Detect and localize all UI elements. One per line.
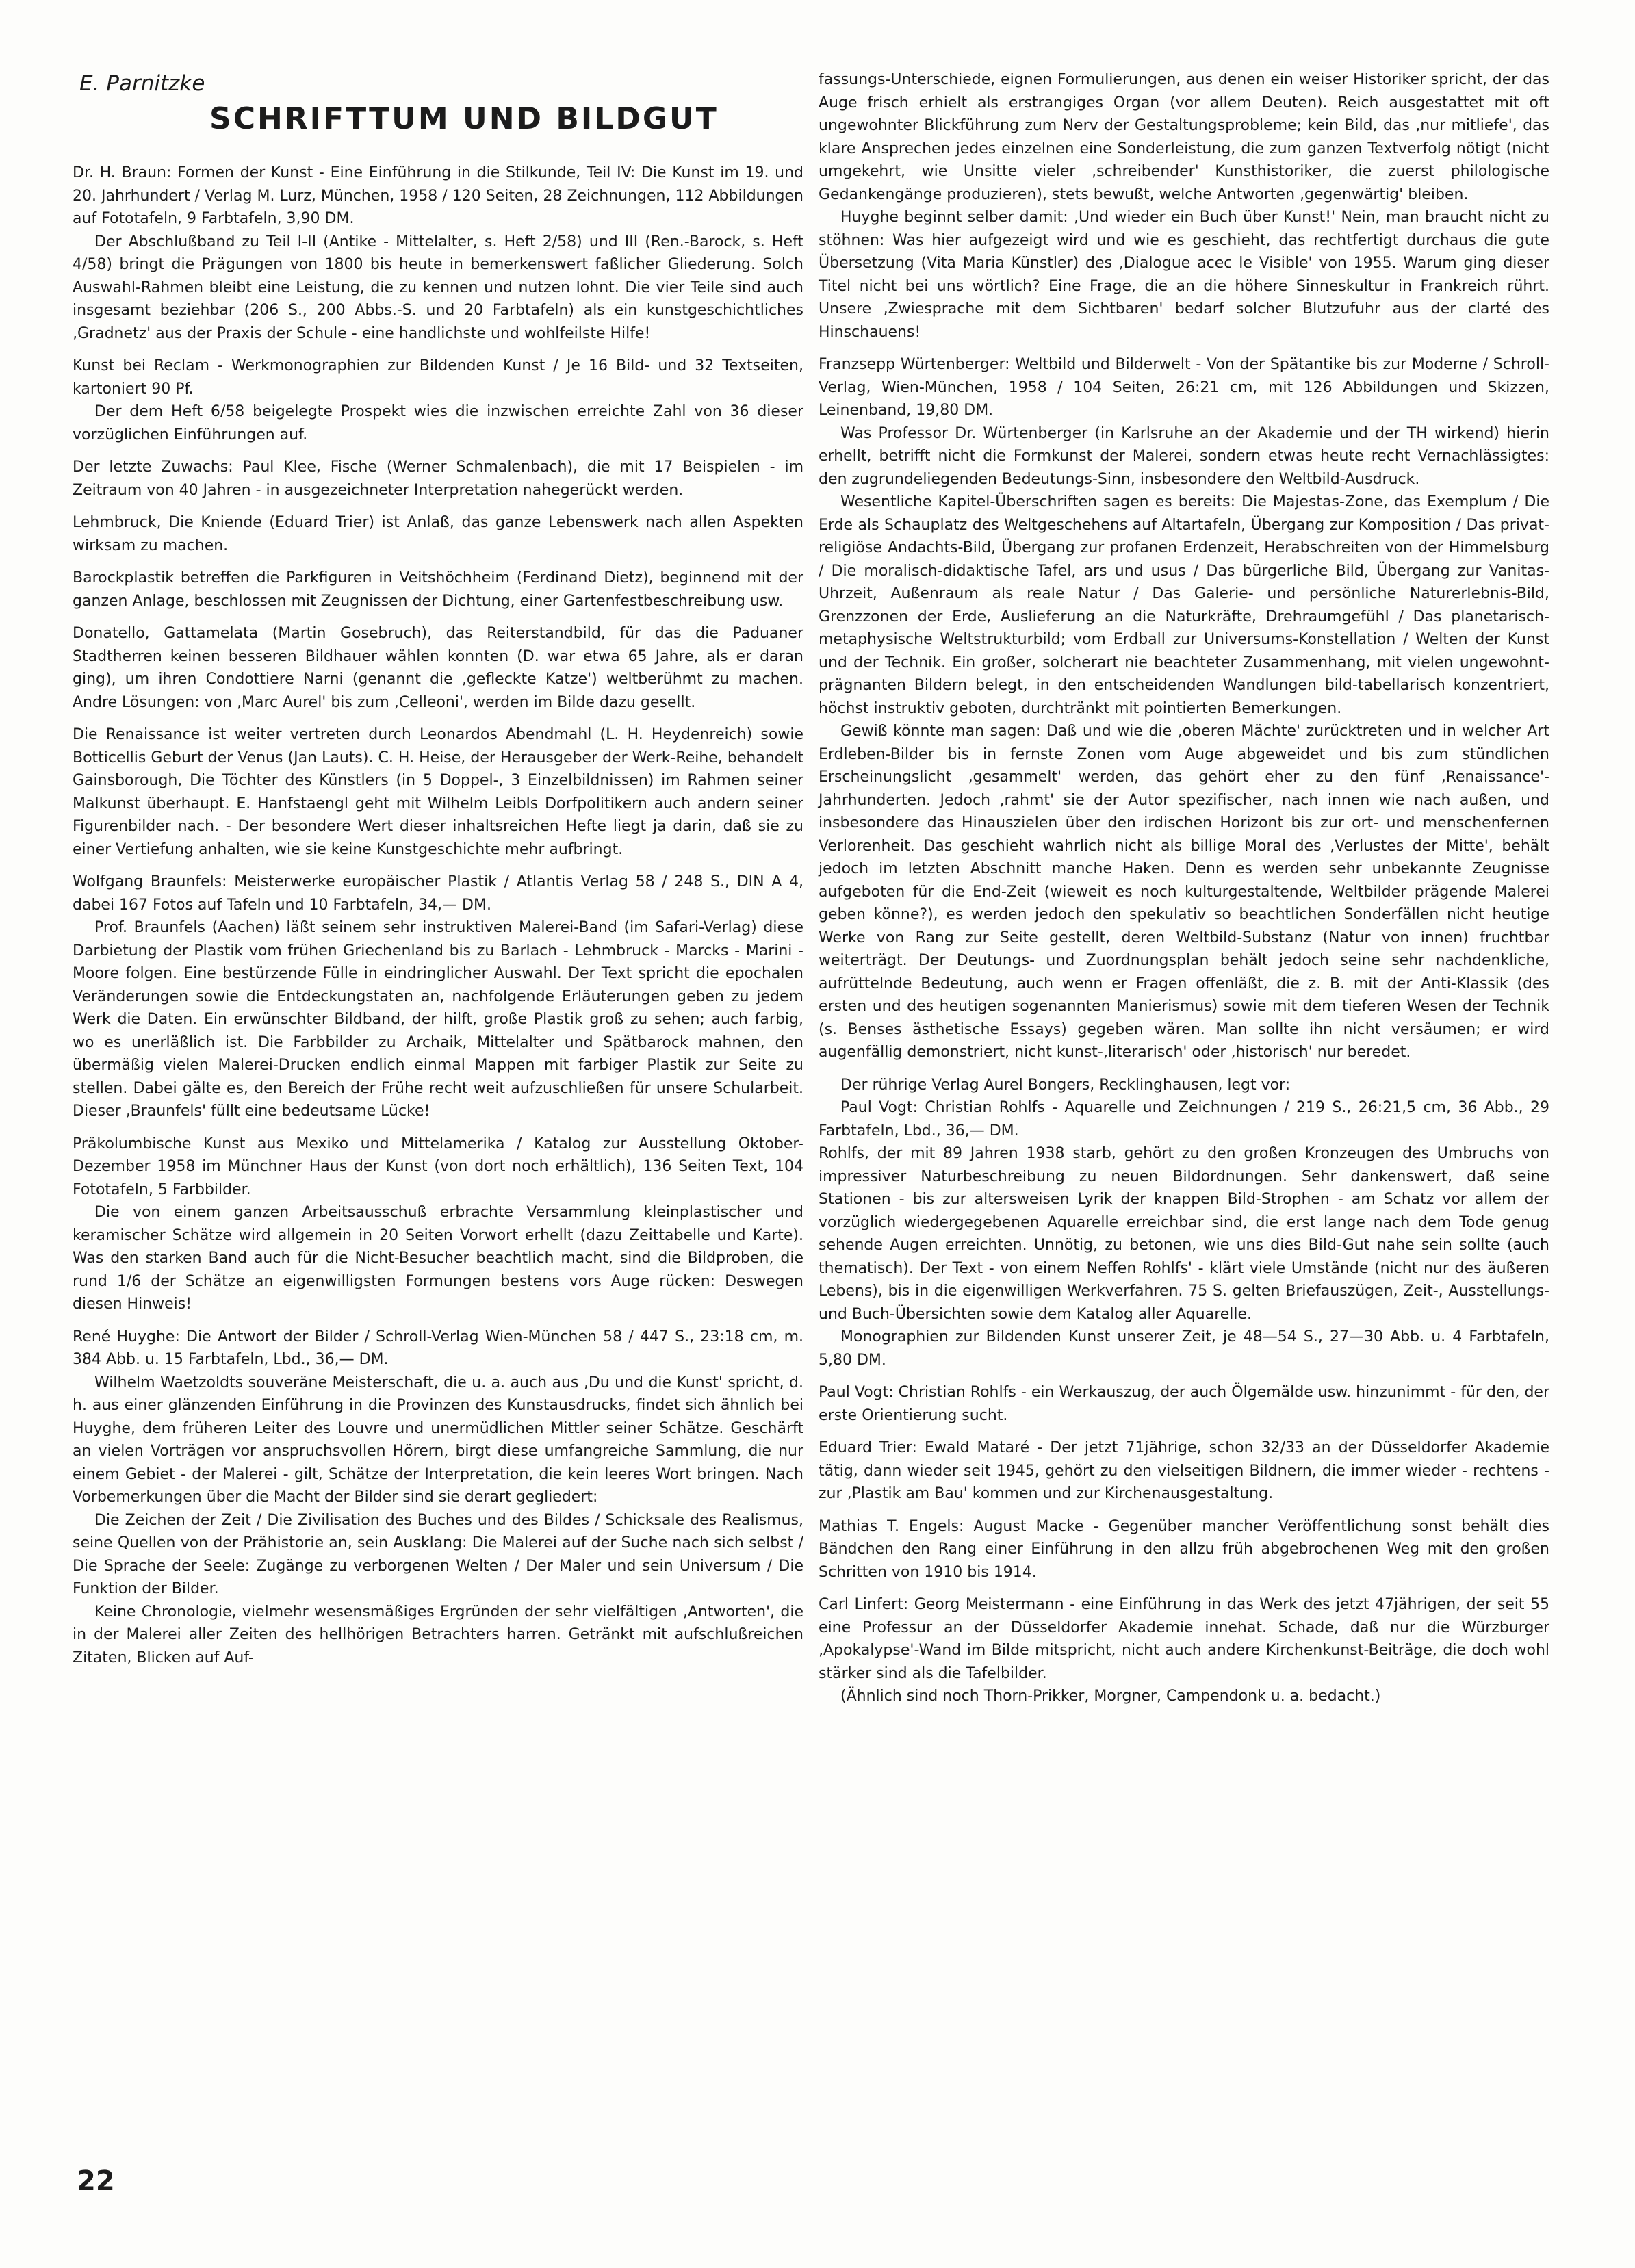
paragraph: Donatello, Gattamelata (Martin Gosebruch), das Reiterstandbild, für das die Paduaner Stadtherren keinen besseren Bildhauer wählen konnten (D. war etwa 65 Jahre, als er daran ging), um ihren Condottiere Narni (genannt die ‚gefleckte Katze') weltberühmt zu machen. Andre Lösungen: von ‚Marc Aurel' bis zum ‚Celleoni', werden im Bilde dazu gesellt. xyxy=(73,625,803,711)
right-column xyxy=(819,68,1549,1708)
paragraph: Wesentliche Kapitel-Überschriften sagen es bereits: Die Majestas-Zone, das Exemplum / Die Erde als Schauplatz des Weltgeschehens auf Altartafeln, Übergang zur Komposition / Das privat-religiöse Andachts-Bild, Übergang zur profanen Erdenzeit, Herabschreiten von der Himmelsburg / Die moralisch-didaktische Tafel, ars und usus / Das bürgerliche Bild, Übergang zur Vanitas-Uhrzeit, Außenraum als reale Natur / Das Galerie- und persönliche Naturerlebnis-Bild, Grenzzonen der Erde, Auslieferung an die Naturkräfte, Drehraumgefühl / Das planetarisch-metaphysische Weltstrukturbild; vom Erdball zur Universums-Konstellation / Welten der Kunst und der Technik. Ein großer, solcherart nie beachteter Zusammenhang, mit vielen ungewohnt-prägnanten Bildern belegt, in den entscheidenden Wandlungen bild-tabellarisch konzentriert, höchst instruktiv geboten, durchtränkt mit pointierten Bemerkungen. xyxy=(819,493,1549,717)
paragraph: Prof. Braunfels (Aachen) läßt seinem sehr instruktiven Malerei-Band (im Safari-Verlag) diese Darbietung der Plastik vom frühen Griechenland bis zu Barlach - Lehmbruck - Marcks - Marini - Moore folgen. Eine bestürzende Fülle in eindringlicher Auswahl. Der Text spricht die epochalen Veränderungen sowie die Entdeckungstaten an, nachfolgende Erläuterungen geben zu jedem Werk die Daten. Ein erwünschter Bildband, der hilft, große Plastik groß zu sehen; auch farbig, wo es unerläßlich ist. Die Farbbilder zu Archaik, Mittelalter und Spätbarock mahnen, den übermäßig vielen Malerei-Drucken endlich einmal Mappen mit farbiger Plastik zur Seite zu stellen. Dabei gälte es, den Bereich der Frühe recht weit aufzuschließen für unsere Schularbeit. Dieser ‚Braunfels' füllt eine bedeutsame Lücke! xyxy=(73,919,803,1120)
paragraph: fassungs-Unterschiede, eignen Formulierungen, aus denen ein weiser Historiker spricht, der das Auge frisch erhielt als erstrangiges Organ (vor allem Deuten). Reich ausgestattet mit oft ungewohnter Blickführung zum Nerv der Gestaltungsprobleme; kein Bild, das ‚nur mitliefe', das klare Ansprechen jedes einzelnen eine Sonderleistung, die zum ganzen Textverfolg nötigt (nicht umgekehrt, wie Unsitte vieler ‚schreibender' Kunsthistoriker, die zuerst philologische Gedankengänge produzieren), stets bewußt, welche Antworten ‚gegenwärtig' bleiben. xyxy=(819,71,1549,203)
paragraph: Paul Vogt: Christian Rohlfs - Aquarelle und Zeichnungen / 219 S., 26:21,5 cm, 36 Abb., 29 Farbtafeln, Lbd., 36,— DM. xyxy=(819,1099,1549,1139)
paragraph: Huyghe beginnt selber damit: ‚Und wieder ein Buch über Kunst!' Nein, man braucht nicht zu stöhnen: Was hier aufgezeigt wird und wie es geschieht, das rechtfertigt durchaus die gute Übersetzung (Vita Maria Künstler) des ‚Dialogue acec le Visible' von 1955. Warum ging dieser Titel nicht bei uns wörtlich? Eine Frage, die an die höhere Sinneskultur in Frankreich rührt. Unsere ‚Zwiesprache mit dem Sichtbaren' bedarf solcher Blutzufuhr aus der clarté des Hinschauens! xyxy=(819,209,1549,341)
paragraph: Die von einem ganzen Arbeitsausschuß erbrachte Versammlung kleinplastischer und keramischer Schätze wird allgemein in 20 Seiten Vorwort erhellt (dazu Zeittabelle und Karte). Was den starken Band auch für die Nicht-Besucher beachtlich macht, sind die Bildproben, die rund 1/6 der Schätze an eigenwilligsten Formungen bestens vors Auge rücken: Deswegen diesen Hinweis! xyxy=(73,1204,803,1313)
paragraph: Keine Chronologie, vielmehr wesensmäßiges Ergründen der sehr vielfältigen ‚Antworten', die in der Malerei aller Zeiten des hellhörigen Betrachters harren. Getränkt mit aufschlußreichen Zitaten, Blicken auf Auf- xyxy=(73,1603,803,1666)
paragraph: Barockplastik betreffen die Parkfiguren in Veitshöchheim (Ferdinand Dietz), beginnend mit der ganzen Anlage, beschlossen mit Zeugnissen der Dichtung, einer Gartenfestbeschreibung usw. xyxy=(73,569,803,610)
paragraph: Die Renaissance ist weiter vertreten durch Leonardos Abendmahl (L. H. Heydenreich) sowie Botticellis Geburt der Venus (Jan Lauts). C. H. Heise, der Herausgeber der Werk-Reihe, behandelt Gainsborough, Die Töchter des Künstlers (in 5 Doppel-, 3 Einzelbildnissen) im Rahmen seiner Malkunst überhaupt. E. Hanfstaengl geht mit Wilhelm Leibls Dorfpolitikern auch andern seiner Figurenbilder nach. - Der besondere Wert dieser inhaltsreichen Hefte liegt ja darin, daß sie zu einer Vertiefung anhalten, wie sie keine Kunstgeschichte mehr aufbringt. xyxy=(73,726,803,858)
paragraph: Lehmbruck, Die Kniende (Eduard Trier) ist Anlaß, das ganze Lebenswerk nach allen Aspekten wirksam zu machen. xyxy=(73,514,803,554)
paragraph: René Huyghe: Die Antwort der Bilder / Schroll-Verlag Wien-München 58 / 447 S., 23:18 cm, m. 384 Abb. u. 15 Farbtafeln, Lbd., 36,— DM. xyxy=(73,1328,803,1369)
paragraph: Dr. H. Braun: Formen der Kunst - Eine Einführung in die Stilkunde, Teil IV: Die Kunst im 19. und 20. Jahrhundert / Verlag M. Lurz, München, 1958 / 120 Seiten, 28 Zeichnungen, 112 Abbildungen auf Fototafeln, 9 Farbtafeln, 3,90 DM. xyxy=(73,164,803,228)
paragraph: Wilhelm Waetzoldts souveräne Meisterschaft, die u. a. auch aus ‚Du und die Kunst' spricht, d. h. aus einer glänzenden Einführung in die Provinzen des Kunstausdrucks, findet sich ähnlich bei Huyghe, dem früheren Leiter des Louvre und unermüdlichen Mittler seiner Schätze. Geschärft an vielen Vorträgen vor anspruchsvollen Hörern, birgt diese umfangreiche Sammlung, die nur einem Gebiet - der Malerei - gilt, Schätze der Interpretation, die kein leeres Wort bringen. Nach Vorbemerkungen über die Macht der Bilder sind sie derart gegliedert: xyxy=(73,1374,803,1506)
paragraph: Mathias T. Engels: August Macke - Gegenüber mancher Veröffentlichung sonst behält dies Bändchen den Rang einer Einführung in den allzu früh abgebrochenen Weg mit den großen Schritten von 1910 bis 1914. xyxy=(819,1517,1549,1581)
paragraph: Kunst bei Reclam - Werkmonographien zur Bildenden Kunst / Je 16 Bild- und 32 Textseiten, kartoniert 90 Pf. xyxy=(73,357,803,398)
paragraph: Die Zeichen der Zeit / Die Zivilisation des Buches und des Bildes / Schicksale des Realismus, seine Quellen von der Prähistorie an, sein Ausklang: Die Malerei auf der Suche nach sich selbst / Die Sprache der Seele: Zugänge zu verborgenen Welten / Der Maler und sein Universum / Die Funktion der Bilder. xyxy=(73,1511,803,1598)
paragraph: Was Professor Dr. Würtenberger (in Karlsruhe an der Akademie und der TH wirkend) hierin erhellt, betrifft nicht die Formkunst der Malerei, sondern etwas heute recht Vernachlässigtes: den zugrundeliegenden Bedeutungs-Sinn, insbesondere den Weltbild-Ausdruck. xyxy=(819,424,1549,488)
article-title: SCHRIFTTUM UND BILDGUT xyxy=(209,101,719,136)
paragraph: Franzsepp Würtenberger: Weltbild und Bilderwelt - Von der Spätantike bis zur Moderne / Schroll-Verlag, Wien-München, 1958 / 104 Seiten, 26:21 cm, mit 126 Abbildungen und Skizzen, Leinenband, 19,80 DM. xyxy=(819,356,1549,419)
paragraph: Rohlfs, der mit 89 Jahren 1938 starb, gehört zu den großen Kronzeugen des Umbruchs von impressiver Naturbeschreibung zu neuen Bildordnungen. Sehr dankenswert, daß seine Stationen - bis zur altersweisen Lyrik der knappen Bild-Strophen - am Schatz vor allem der vorzüglich wiedergegebenen Aquarelle erreichbar sind, die erst lange nach dem Tode genug sehende Augen erreichten. Unnötig, zu betonen, wie uns dies Bild-Gut nahe sein sollte (auch thematisch). Der Text - von einem Neffen Rohlfs' - klärt viele Umstände (nicht nur des äußeren Lebens), bis in die eigenwilligen Werkverfahren. 75 S. gelten Briefauszügen, Zeit-, Ausstellungs- und Buch-Übersichten sowie dem Katalog aller Aquarelle. xyxy=(819,1145,1549,1323)
paragraph: Carl Linfert: Georg Meistermann - eine Einführung in das Werk des jetzt 47jährigen, der seit 55 eine Professur an der Düsseldorfer Akademie innehat. Schade, daß nur die Würzburger ‚Apokalypse'-Wand im Bilde mitspricht, nicht auch andere Kirchenkunst-Beiträge, die doch wohl stärker sind als die Tafelbilder. xyxy=(819,1596,1549,1682)
paragraph: Monographien zur Bildenden Kunst unserer Zeit, je 48—54 S., 27—30 Abb. u. 4 Farbtafeln, 5,80 DM. xyxy=(819,1328,1549,1369)
paragraph: (Ähnlich sind noch Thorn-Prikker, Morgner, Campendonk u. a. bedacht.) xyxy=(840,1688,1381,1705)
left-column xyxy=(73,71,803,1669)
paragraph: Eduard Trier: Ewald Mataré - Der jetzt 71jährige, schon 32/33 an der Düsseldorfer Akademie tätig, dann wieder seit 1945, gehört zu den vielseitigen Bildnern, die immer wieder - rechtens - zur ‚Plastik am Bau' kommen und zur Kirchenausgestaltung. xyxy=(819,1439,1549,1502)
right-paragraphs xyxy=(819,68,1549,1708)
page-number: 22 xyxy=(77,2165,115,2197)
paragraph: Paul Vogt: Christian Rohlfs - ein Werkauszug, der auch Ölgemälde usw. hinzunimmt - für den, der erste Orientierung sucht. xyxy=(819,1384,1549,1424)
paragraph: Wolfgang Braunfels: Meisterwerke europäischer Plastik / Atlantis Verlag 58 / 248 S., DIN A 4, dabei 167 Fotos auf Tafeln und 10 Farbtafeln, 34,— DM. xyxy=(73,873,803,914)
left-paragraphs xyxy=(73,162,803,1669)
paragraph: Der rührige Verlag Aurel Bongers, Recklinghausen, legt vor: xyxy=(840,1076,1291,1094)
author-name: E. Parnitzke xyxy=(79,71,205,96)
paragraph: Der letzte Zuwachs: Paul Klee, Fische (Werner Schmalenbach), die mit 17 Beispielen - im Zeitraum von 40 Jahren - in ausgezeichneter Interpretation nahegerückt werden. xyxy=(73,459,803,499)
paragraph: Der dem Heft 6/58 beigelegte Prospekt wies die inzwischen erreichte Zahl von 36 dieser vorzüglichen Einführungen auf. xyxy=(73,403,803,443)
paragraph: Präkolumbische Kunst aus Mexiko und Mittelamerika / Katalog zur Ausstellung Oktober-Dezember 1958 im Münchner Haus der Kunst (von dort noch erhältlich), 136 Seiten Text, 104 Fototafeln, 5 Farbbilder. xyxy=(73,1135,803,1198)
paragraph: Der Abschlußband zu Teil I-II (Antike - Mittelalter, s. Heft 2/58) und III (Ren.-Barock, s. Heft 4/58) bringt die Prägungen von 1800 bis heute in bemerkenswert faßlicher Gliederung. Solch Auswahl-Rahmen bleibt eine Leistung, die zu kennen und nutzen lohnt. Die vier Teile sind auch insgesamt beziehbar (206 S., 200 Abbs.-S. und 20 Farbtafeln) als ein kunstgeschichtliches ‚Gradnetz' aus der Praxis der Schule - eine handlichste und wohlfeilste Hilfe! xyxy=(73,233,803,342)
paragraph: Gewiß könnte man sagen: Daß und wie die ‚oberen Mächte' zurücktreten und in welcher Art Erdleben-Bilder bis in fernste Zonen vom Auge abgeweidet und bis zum stündlichen Erscheinungslicht ‚gesammelt' werden, das gehört eher zu den fünf ‚Renaissance'-Jahrhunderten. Jedoch ‚rahmt' sie der Autor spezifischer, nach innen wie nach außen, und insbesondere das Hinauszielen über den irdischen Horizont bis zur ort- und menschenfernen Verlorenheit. Das geschieht wahrlich nicht als billige Moral des ‚Verlustes der Mitte', behält jedoch im letzten Abschnitt manche Haken. Denn es werden sehr unbekannte Zeugnisse aufgeboten für die End-Zeit (wieweit es noch kulturgestaltende, Weltbilder prägende Malerei geben könne?), es werden jedoch den spekulativ so beachtlichen Sonderfällen nicht heutige Werke von Rang zur Seite gestellt, deren Weltbild-Substanz (Natur von innen) fruchtbar weiterträgt. Der Deutungs- und Zuordnungsplan behält jedoch seine sehr nachdenkliche, aufrüttelnde Bedeutung, auch wenn er Fragen offenläßt, die z. B. mit der Anti-Klassik (des ersten und des heutigen sogenannten Manierismus) sowie mit dem tieferen Wesen der Technik (s. Benses ästhetische Essays) gegeben wären. Man sollte ihn nicht versäumen; er wird augenfällig demonstriert, nicht kunst-‚literarisch' oder ‚historisch' nur beredet. xyxy=(819,723,1549,1061)
